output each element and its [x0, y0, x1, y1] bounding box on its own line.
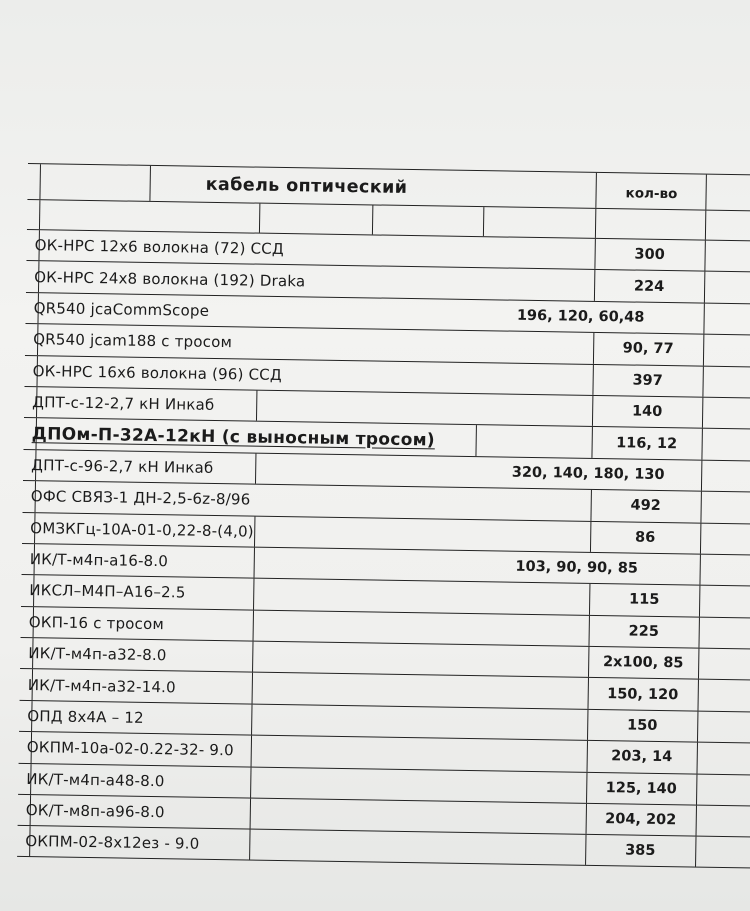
cable-name: ДПОм-П-32А-12кН (с выносным тросом): [31, 423, 436, 450]
column-divider: [253, 610, 254, 640]
column-divider: [698, 617, 699, 647]
column-divider: [256, 391, 257, 421]
column-divider: [701, 429, 702, 459]
cable-name: ИК/Т-м4п-а48-8.0: [26, 769, 165, 791]
qty-column-header: кол-во: [625, 185, 678, 203]
column-divider: [699, 555, 700, 585]
cable-name: QR540 jcaCommScope: [33, 299, 210, 320]
cable-quantity: 385: [625, 842, 656, 860]
column-divider: [589, 584, 590, 614]
cable-name: ИКСЛ–М4П–А16–2.5: [29, 581, 186, 603]
column-divider: [588, 647, 589, 677]
column-divider: [702, 398, 703, 428]
column-divider: [695, 837, 696, 866]
column-divider: [704, 272, 705, 302]
column-divider: [595, 209, 596, 238]
cable-quantity: 115: [628, 591, 660, 609]
column-divider: [254, 516, 255, 546]
table-body: [17, 229, 750, 869]
cable-name: ОКП-16 с тросом: [28, 612, 165, 634]
cable-name: ИК/Т-м4п-а32-14.0: [27, 675, 177, 697]
cable-name: ОК-НРС 16х6 волокна (96) ССД: [32, 361, 283, 384]
column-divider: [699, 586, 700, 616]
cable-name: ИК/Т-м4п-а16-8.0: [29, 550, 169, 571]
cable-name: ДПТ-с-96-2,7 кН Инкаб: [31, 456, 214, 477]
cable-name: ОКПМ-10а-02-0.22-32- 9.0: [26, 738, 234, 760]
column-divider: [705, 211, 706, 240]
column-divider: [587, 741, 588, 771]
cable-name: ОМЗКГц-10А-01-0,22-8-(4,0): [30, 518, 254, 541]
column-divider: [586, 804, 587, 834]
cable-quantity: 103, 90, 90, 85: [515, 558, 639, 577]
column-divider: [587, 678, 588, 708]
cable-quantity: 2х100, 85: [602, 654, 684, 672]
cable-table: [17, 163, 750, 869]
cable-name: QR540 jcam188 с тросом: [33, 330, 233, 352]
border-left: [39, 164, 41, 199]
cable-name: ОПД 8х4А – 12: [27, 707, 144, 727]
column-divider: [251, 704, 252, 734]
column-divider: [592, 396, 593, 426]
border-left: [39, 200, 40, 229]
cable-quantity: 320, 140, 180, 130: [511, 464, 665, 483]
cable-name: ДПТ-с-12-2,7 кН Инкаб: [32, 393, 215, 415]
column-divider: [255, 453, 256, 483]
column-divider: [585, 835, 586, 864]
column-divider: [588, 616, 589, 646]
column-divider: [251, 736, 252, 766]
column-divider: [696, 743, 697, 773]
column-divider: [250, 767, 251, 797]
column-divider: [705, 175, 707, 210]
column-divider: [697, 680, 698, 710]
column-divider: [149, 166, 151, 201]
column-divider: [595, 173, 597, 208]
column-divider: [253, 579, 254, 609]
cable-name: ОКПМ-02-8х12ез - 9.0: [25, 832, 200, 853]
column-divider: [702, 366, 703, 396]
column-divider: [696, 774, 697, 804]
column-divider: [591, 427, 592, 457]
column-divider: [697, 711, 698, 741]
cable-name: ОФС СВЯЗ-1 ДН-2,5-6z-8/96: [30, 487, 251, 509]
column-divider: [372, 205, 373, 234]
column-divider: [696, 806, 697, 836]
column-divider: [594, 270, 595, 300]
column-divider: [475, 425, 476, 455]
cable-quantity: 140: [631, 403, 663, 421]
cable-name: ОК-НРС 24х8 волокна (192) Draka: [34, 267, 306, 290]
column-divider: [703, 303, 704, 333]
column-divider: [700, 492, 701, 522]
cable-quantity: 86: [634, 529, 656, 546]
column-divider: [700, 523, 701, 553]
column-divider: [250, 799, 251, 829]
cable-name: ОК-НРС 12х6 волокна (72) ССД: [34, 236, 284, 259]
cable-quantity: 90, 77: [622, 340, 674, 358]
column-divider: [590, 521, 591, 551]
cable-quantity: 204, 202: [605, 811, 677, 829]
cable-quantity: 224: [633, 278, 665, 295]
column-divider: [252, 673, 253, 703]
cable-name: ИК/Т-м4п-а32-8.0: [28, 644, 167, 665]
cable-quantity: 397: [632, 372, 663, 389]
column-divider: [587, 710, 588, 740]
column-divider: [252, 642, 253, 672]
cable-quantity: 492: [630, 497, 661, 515]
column-divider: [703, 335, 704, 365]
column-divider: [590, 490, 591, 520]
cable-quantity: 125, 140: [605, 779, 677, 798]
cable-quantity: 150, 120: [607, 685, 679, 703]
column-divider: [593, 333, 594, 363]
column-divider: [483, 207, 484, 236]
column-divider: [592, 364, 593, 394]
cable-name: ОК/Т-м8п-а96-8.0: [25, 801, 165, 822]
cable-quantity: 196, 120, 60,48: [516, 307, 645, 326]
column-divider: [259, 204, 260, 233]
column-divider: [698, 649, 699, 679]
cable-quantity: 300: [634, 246, 665, 264]
column-divider: [249, 830, 250, 859]
cable-quantity: 225: [628, 623, 659, 640]
column-divider: [254, 548, 255, 578]
cable-quantity: 203, 14: [611, 748, 673, 766]
cable-quantity: 116, 12: [616, 434, 678, 452]
cable-quantity: 150: [626, 717, 658, 735]
column-divider: [586, 772, 587, 802]
table-title: кабель оптический: [205, 174, 408, 198]
column-divider: [701, 460, 702, 490]
column-divider: [594, 239, 595, 269]
column-divider: [704, 241, 705, 271]
